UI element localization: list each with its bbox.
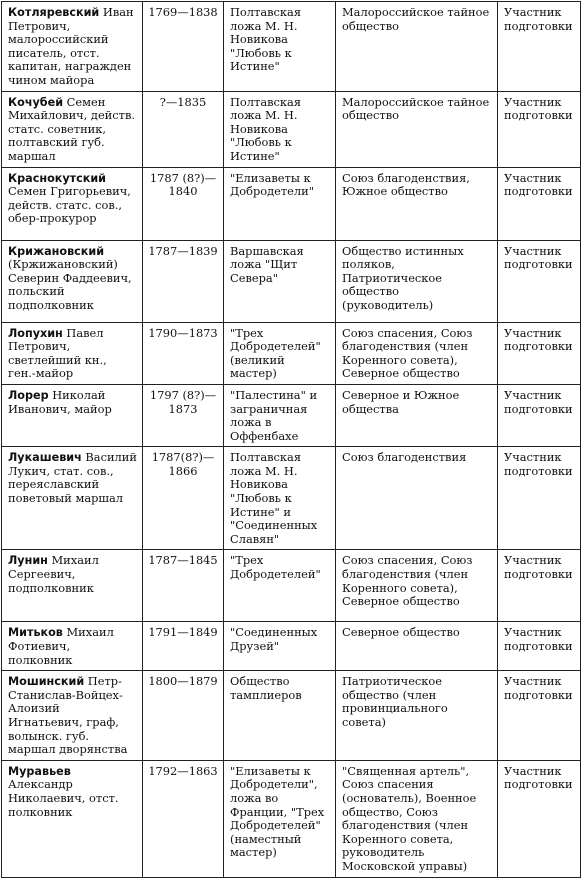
- person-details: Семен Михайлович, действ. статс. советник, полтавский губ. маршал: [8, 94, 135, 163]
- person-details: (Кржижановский) Северин Фаддеевич, польский подполковник: [8, 257, 132, 312]
- person-cell: [2, 760, 143, 877]
- person-surname: Котляревский: [8, 6, 100, 19]
- person-cell: [2, 240, 143, 322]
- life-years-cell: 1800—1879: [143, 671, 224, 761]
- table-row: [2, 167, 581, 240]
- lodge-cell: Полтавская ложа М. Н. Новикова "Любовь к Истине": [224, 2, 336, 92]
- life-years-cell: 1769—1838: [143, 2, 224, 92]
- person-surname: Мошинский: [8, 675, 85, 689]
- table-row: [2, 550, 581, 622]
- person-cell: [2, 622, 143, 671]
- society-cell: Малороссийское тайное общество: [336, 91, 498, 167]
- society-cell: Союз спасения, Союз благоденствия (член Коренного совета), Северное общество: [336, 322, 498, 384]
- person-surname: Лопухин: [8, 326, 63, 340]
- person-cell: [2, 447, 143, 550]
- person-cell: [2, 671, 143, 761]
- life-years-cell: 1787(8?)—1866: [143, 447, 224, 550]
- life-years-cell: 1790—1873: [143, 322, 224, 384]
- table-row: [2, 760, 581, 877]
- table-row: [2, 671, 581, 761]
- masons-table: [1, 1, 581, 878]
- role-cell: Участник подготовки: [498, 384, 581, 446]
- lodge-cell: "Трех Добродетелей" (великий мастер): [224, 322, 336, 384]
- role-cell: Участник подготовки: [498, 671, 581, 761]
- person-surname: Лунин: [8, 554, 48, 568]
- lodge-cell: "Елизаветы к Добродетели": [224, 167, 336, 240]
- person-details: Михаил Сергеевич, подполковник: [8, 553, 99, 595]
- lodge-cell: Варшавская ложа "Щит Севера": [224, 240, 336, 322]
- role-cell: Участник подготовки: [498, 2, 581, 92]
- person-cell: [2, 91, 143, 167]
- person-details: Николай Иванович, майор: [8, 387, 112, 416]
- person-surname: Муравьев: [8, 764, 71, 778]
- lodge-cell: "Соединенных Друзей": [224, 622, 336, 671]
- society-cell: Северное общество: [336, 622, 498, 671]
- lodge-cell: Полтавская ложа М. Н. Новикова "Любовь к Истине": [224, 91, 336, 167]
- society-cell: Северное и Южное общества: [336, 384, 498, 446]
- lodge-cell: Общество тамплиеров: [224, 671, 336, 761]
- person-details: Петр-Станислав-Войцех-Алоизий Игнатьевич, граф, волынск. губ. маршал дворянства: [8, 674, 128, 757]
- person-details: Семен Григорьевич, действ. статс. сов., обер-прокурор: [8, 184, 131, 226]
- person-surname: Лукашевич: [8, 451, 82, 465]
- life-years-cell: 1787—1839: [143, 240, 224, 322]
- person-details: Иван Петрович, малороссийский писатель, отст. капитан, награжден чином майора: [8, 5, 134, 87]
- lodge-cell: "Трех Добродетелей": [224, 550, 336, 622]
- role-cell: Участник подготовки: [498, 322, 581, 384]
- table-row: [2, 622, 581, 671]
- table-row: [2, 91, 581, 167]
- person-surname: Митьков: [8, 626, 63, 640]
- person-cell: [2, 322, 143, 384]
- person-cell: [2, 2, 143, 92]
- role-cell: Участник подготовки: [498, 447, 581, 550]
- society-cell: Союз благоденствия: [336, 447, 498, 550]
- table-row: [2, 322, 581, 384]
- life-years-cell: 1787 (8?)—1840: [143, 167, 224, 240]
- person-details: Александр Николаевич, отст. полковник: [8, 777, 119, 819]
- person-surname: Крижановский: [8, 244, 105, 258]
- table-row: [2, 240, 581, 322]
- person-surname: Лорер: [8, 388, 49, 402]
- table-row: [2, 447, 581, 550]
- person-cell: [2, 550, 143, 622]
- role-cell: Участник подготовки: [498, 760, 581, 877]
- society-cell: Союз благоденствия, Южное общество: [336, 167, 498, 240]
- role-cell: Участник подготовки: [498, 550, 581, 622]
- life-years-cell: 1792—1863: [143, 760, 224, 877]
- role-cell: Участник подготовки: [498, 91, 581, 167]
- society-cell: Союз спасения, Союз благоденствия (член Коренного совета), Северное общество: [336, 550, 498, 622]
- table-row: [2, 384, 581, 446]
- role-cell: Участник подготовки: [498, 240, 581, 322]
- life-years-cell: 1791—1849: [143, 622, 224, 671]
- person-details: Михаил Фотиевич, полковник: [8, 625, 114, 667]
- person-cell: [2, 167, 143, 240]
- person-surname: Краснокутский: [8, 171, 107, 185]
- table-row: [2, 2, 581, 92]
- person-surname: Кочубей: [8, 95, 64, 109]
- person-details: Павел Петрович, светлейший кн., ген.-майор: [8, 325, 107, 381]
- life-years-cell: 1797 (8?)—1873: [143, 384, 224, 446]
- person-details: Василий Лукич, стат. сов., переяславский поветовый маршал: [8, 450, 137, 506]
- lodge-cell: Полтавская ложа М. Н. Новикова "Любовь к Истине" и "Соединенных Славян": [224, 447, 336, 550]
- role-cell: Участник подготовки: [498, 622, 581, 671]
- role-cell: Участник подготовки: [498, 167, 581, 240]
- table-body: [2, 2, 581, 878]
- lodge-cell: "Палестина" и заграничная ложа в Оффенбахе: [224, 384, 336, 446]
- life-years-cell: ?—1835: [143, 91, 224, 167]
- person-cell: [2, 384, 143, 446]
- society-cell: Общество истинных поляков, Патриотическое общество (руководитель): [336, 240, 498, 322]
- society-cell: Патриотическое общество (член провинциального совета): [336, 671, 498, 761]
- society-cell: Малороссийское тайное общество: [336, 2, 498, 92]
- life-years-cell: 1787—1845: [143, 550, 224, 622]
- society-cell: "Священная артель", Союз спасения (основатель), Военное общество, Союз благоденствия (член Коренного совета, руководитель Московской управы): [336, 760, 498, 877]
- lodge-cell: "Елизаветы к Добродетели", ложа во Франции, "Трех Добродетелей" (наместный мастер): [224, 760, 336, 877]
